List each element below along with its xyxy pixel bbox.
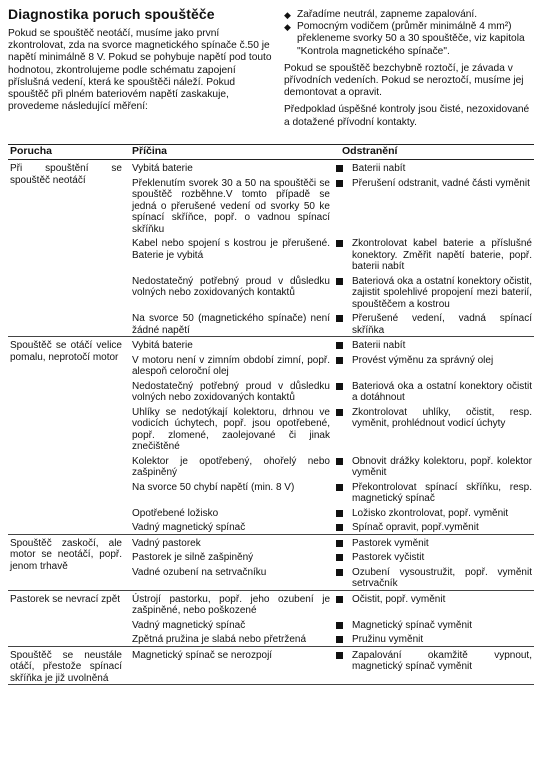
table-row: [126, 160, 534, 175]
cause-cell: Uhlíky se nedotýkají kolektoru, drhnou ve vodicích úchytech, popř. jsou opotřebené, popř. zlomené, zaolejované či jinak znečištěné: [132, 406, 330, 452]
square-bullet-icon: [336, 594, 352, 617]
table-row: [126, 591, 534, 617]
cause-cell: Vadné ozubení na setrvačníku: [132, 566, 267, 578]
cause-cell: Ústrojí pastorku, popř. jeho ozubení je zašpiněné, nebo poškozené: [132, 593, 330, 616]
remedy-cell: [336, 647, 534, 673]
fault-description: Při spouštění se spouštěč neotáčí: [10, 163, 122, 186]
remedy-text: Baterii nabít: [352, 340, 406, 351]
cause-cell: Vadný pastorek: [132, 537, 201, 549]
remedy-cell: [336, 310, 534, 336]
cause-cell: Nedostatečný potřebný proud v důsledku volných nebo zoxidovaných kontaktů: [132, 380, 330, 403]
remedy-text: Bateriová oka a ostatní konektory očistit a dotáhnout: [352, 380, 532, 403]
remedy-cell: [336, 631, 534, 646]
remedy-text: Spínač opravit, popř.vyměnit: [352, 522, 479, 533]
remedy-text: Provést výměnu za správný olej: [352, 354, 494, 366]
fault-group: [8, 337, 534, 535]
square-bullet-icon: [336, 340, 352, 352]
square-bullet-icon: [336, 522, 352, 534]
remedy-text: Pastorek vyměnit: [352, 537, 429, 549]
diagnostics-table: [8, 144, 534, 685]
bullet-diamond-icon: ◆: [284, 22, 291, 33]
square-bullet-icon: [336, 381, 352, 404]
cause-cell: Pastorek je silně zašpiněný: [132, 552, 254, 563]
remedy-text: Obnovit drážky kolektoru, popř. kolektor vyměnit: [352, 455, 532, 478]
cause-cell: Na svorce 50 chybí napětí (min. 8 V): [132, 481, 295, 493]
table-row: [126, 647, 534, 673]
square-bullet-icon: [336, 407, 352, 453]
table-row: [126, 337, 534, 352]
table-row: [126, 453, 534, 479]
table-header: [8, 144, 534, 160]
remedy-text: Bateriová oka a ostatní konektory očistit, zajistit spolehlivé propojení mezi baterií, spouštěčem a kostrou: [352, 275, 532, 310]
square-bullet-icon: [336, 276, 352, 311]
remedy-text: Zkontrolovat kabel baterie a příslušné konektory. Změřit napětí baterie, popř. baterii nabít: [352, 238, 532, 272]
cause-cell: Zpětná pružina je slabá nebo přetržená: [132, 634, 307, 645]
square-bullet-icon: [336, 650, 352, 673]
header-fault: Porucha: [10, 145, 53, 158]
table-row: [126, 235, 534, 273]
remedy-cell: [336, 535, 534, 550]
square-bullet-icon: [336, 178, 352, 236]
table-row: [126, 273, 534, 311]
table-row: [126, 505, 534, 520]
square-bullet-icon: [336, 456, 352, 479]
table-row: [126, 378, 534, 404]
fault-group: [8, 535, 534, 591]
table-row: [126, 352, 534, 378]
remedy-cell: [336, 160, 534, 175]
bullet-item: [284, 9, 532, 21]
remedy-cell: [336, 617, 534, 632]
cause-cell: V motoru není v zimním období zimní, popř. alespoň celoroční olej: [132, 354, 330, 377]
table-row: [126, 631, 534, 646]
remedy-cell: [336, 505, 534, 520]
cause-cell: Magnetický spínač se nerozpojí: [132, 649, 273, 661]
remedy-text: Baterii nabít: [352, 163, 406, 174]
square-bullet-icon: [336, 313, 352, 336]
square-bullet-icon: [336, 238, 352, 273]
square-bullet-icon: [336, 552, 352, 564]
bullet-text: Zařadíme neutrál, zapneme zapalování.: [297, 9, 478, 20]
remedy-cell: [336, 273, 534, 311]
remedy-text: Překontrolovat spínací skříňku, resp. magnetický spínač: [352, 481, 532, 504]
cause-cell: Opotřebené ložisko: [132, 507, 219, 519]
cause-cell: Vadný magnetický spínač: [132, 522, 246, 533]
remedy-cell: [336, 378, 534, 404]
cause-cell: Překlenutím svorek 30 a 50 na spouštěči se spouštěč rozběhne.V tomto případě se jedná o přerušené vedení od svorky 50 ke spínací skříňce, popř. o vadnou spínací skříňku: [132, 177, 330, 235]
remedy-cell: [336, 404, 534, 453]
table-body: [8, 160, 534, 685]
cause-cell: Kabel nebo spojení s kostrou je přerušené. Baterie je vybitá: [132, 238, 330, 261]
page-title: Diagnostika poruch spouštěče: [8, 6, 215, 22]
table-row: [126, 175, 534, 236]
header-remedy: Odstranění: [342, 145, 398, 158]
table-row: [126, 549, 534, 564]
square-bullet-icon: [336, 634, 352, 646]
remedy-cell: [336, 519, 534, 534]
remedy-text: Zapalování okamžitě vypnout, magnetický spínač vyměnit: [352, 649, 532, 672]
procedure-column: [284, 9, 532, 129]
cause-cell: Nedostatečný potřebný proud v důsledku volných nebo zoxidovaných kontaktů: [132, 275, 330, 298]
remedy-text: Pružinu vyměnit: [352, 634, 424, 645]
remedy-text: Přerušení odstranit, vadné části vyměnit: [352, 177, 530, 189]
square-bullet-icon: [336, 567, 352, 590]
fault-description: Pastorek se nevrací zpět: [10, 593, 121, 605]
table-row: [126, 564, 534, 590]
remedy-text: Pastorek vyčistit: [352, 552, 425, 563]
fault-description: Spouštěč se neustále otáčí, přestože spínací skříňka je již uvolněná: [10, 649, 122, 684]
table-row: [126, 310, 534, 336]
remedy-text: Očistit, popř. vyměnit: [352, 593, 446, 605]
cause-cell: Na svorce 50 (magnetického spínače) není žádné napětí: [132, 313, 330, 336]
cause-cell: Vadný magnetický spínač: [132, 619, 246, 631]
remedy-cell: [336, 479, 534, 505]
fault-group: [8, 160, 534, 337]
remedy-cell: [336, 453, 534, 479]
fault-group: [8, 591, 534, 647]
table-row: [126, 519, 534, 534]
cause-cell: Vybitá baterie: [132, 340, 193, 351]
remedy-text: Ozubení vysoustružit, popř. vyměnit setrvačník: [352, 566, 532, 589]
bullet-item: [284, 21, 532, 58]
remedy-text: Ložisko zkontrolovat, popř. vyměnit: [352, 507, 509, 519]
remedy-cell: [336, 549, 534, 564]
bullet-diamond-icon: ◆: [284, 10, 291, 20]
remedy-cell: [336, 591, 534, 617]
square-bullet-icon: [336, 508, 352, 520]
remedy-cell: [336, 175, 534, 236]
remedy-text: Přerušené vedení, vadná spínací skříňka: [352, 313, 532, 336]
table-row: [126, 404, 534, 453]
cause-cell: Kolektor je opotřebený, ohořelý nebo zašpiněný: [132, 455, 330, 478]
remedy-cell: [336, 352, 534, 378]
square-bullet-icon: [336, 538, 352, 550]
cause-cell: Vybitá baterie: [132, 163, 193, 174]
result-paragraph: Pokud se spouštěč bezchybně roztočí, je závada v přívodních vedeních. Pokud se neroztočí, musíme jej demontovat a opravit.: [284, 62, 524, 99]
square-bullet-icon: [336, 355, 352, 378]
remedy-cell: [336, 337, 534, 352]
table-row: [126, 617, 534, 632]
fault-group: [8, 647, 534, 686]
remedy-text: Zkontrolovat uhlíky, očistit, resp. vyměnit, prohlédnout vodicí úchyty: [352, 406, 532, 429]
remedy-cell: [336, 235, 534, 273]
square-bullet-icon: [336, 620, 352, 632]
fault-description: Spouštěč zaskočí, ale motor se neotáčí, popř. jenom trhavě: [10, 537, 122, 572]
precondition-paragraph: Předpoklad úspěšné kontroly jsou čisté, nezoxidované a dotažené přívodní kontakty.: [284, 104, 530, 128]
square-bullet-icon: [336, 482, 352, 505]
square-bullet-icon: [336, 163, 352, 175]
intro-paragraph: Pokud se spouštěč neotáčí, musíme jako první zkontrolovat, zda na svorce magnetického spínače č.50 je napětí minimálně 8 V. Pokud se pohybuje napětí pod touto hodnotou, zkontrolujeme podle schématu zapojení příslušná vedení, která ke spouštěči náleží. Pokud spouštěč při plném bateriovém napětí zaskakuje, provedeme následující měření:: [8, 28, 272, 113]
header-cause: Příčina: [132, 145, 168, 158]
bullet-text: Pomocným vodičem (průměr minimálně 4 mm²) překleneme svorky 50 a 30 spouštěče, viz kapitola "Kontrola magnetického spínače".: [297, 21, 525, 57]
fault-description: Spouštěč se otáčí velice pomalu, neprotočí motor: [10, 340, 122, 363]
remedy-text: Magnetický spínač vyměnit: [352, 619, 473, 631]
remedy-cell: [336, 564, 534, 590]
table-row: [126, 479, 534, 505]
table-row: [126, 535, 534, 550]
